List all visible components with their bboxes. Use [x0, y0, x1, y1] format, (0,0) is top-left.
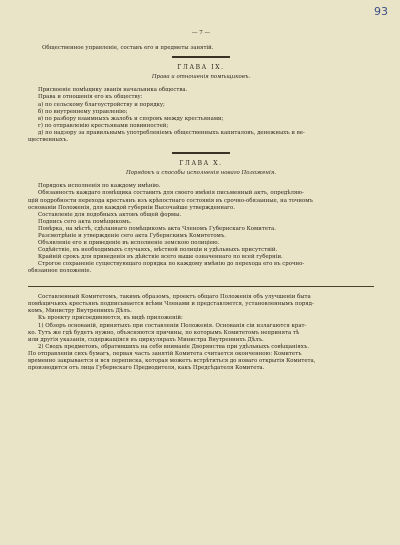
paragraph-line: комъ, Министру Внутреннихъ Дѣлъ. [28, 308, 132, 315]
handwritten-folio-number: 93 [374, 5, 388, 18]
ornament-divider [28, 56, 374, 58]
paragraph-line: 2) Сводъ предметовъ, обратившихъ на себя вниманіе Дворянства при удѣльныхъ совѣщаніяхъ. [38, 343, 309, 350]
list-item: Присвоеніе помѣщику званія начальника общества. [38, 87, 188, 94]
list-item: Разсмотрѣніе и утвержденіе сего акта Губернскимъ Комитетомъ. [38, 232, 226, 239]
paragraph-line: По отправленіи сихъ бумагъ, первая часть занятій Комитета считается оконченною: Комитетъ [28, 350, 302, 357]
chapter10-title: ГЛАВА X. [179, 160, 223, 168]
list-item: д) по надзору за правильнымъ употребленіемъ общественныхъ капиталовъ, денежныхъ и ве- [38, 129, 305, 136]
list-item: Строгое сохраненіе существующаго порядка по каждому имѣнію до перехода его въ срочно- [38, 261, 305, 268]
page-number: — 7 — [191, 30, 211, 36]
list-item: обязанное положеніе. [28, 268, 92, 275]
top-heading: Общественное управленіе, составъ его и предметы занятій. [42, 45, 214, 52]
chapter10-caption: Порядокъ и способы исполненія новаго Положенія. [125, 170, 276, 177]
chapter9-title: ГЛАВА IX. [177, 64, 225, 72]
paragraph-line: или другія указанія, содержащіяся въ циркулярахъ Министра Внутреннихъ Дѣлъ. [28, 336, 264, 343]
list-item: основаніи Положенія, для каждой губерніи Высочайше утвержденнаго. [28, 204, 235, 211]
list-item: г) по отправленію крестьянами повинностей; [38, 122, 169, 129]
list-item: Составленіе для подобныхъ актовъ общей формы. [38, 211, 182, 218]
list-item: Объявленіе его и приведеніе въ исполненіе земскою полиціею. [38, 240, 220, 247]
list-item: Права и отношенія его къ обществу: [38, 94, 143, 101]
list-item: щественныхъ. [28, 137, 69, 144]
section-rule [28, 286, 374, 287]
list-item: Содѣйствіе, въ необходимыхъ случаяхъ, мѣстной полиціи и удѣльныхъ присутствій. [38, 247, 278, 254]
paragraph-line: ко. Тутъ же гдѣ будетъ нужно, объясняются причины, по которымъ Комитетомъ непринята тѣ [28, 329, 300, 336]
chapter10-list [28, 183, 374, 275]
paragraph-line: помѣщичьихъ крестьянъ подписывается всѣми Членами и представляется, установленнымъ поряд- [28, 301, 314, 308]
list-item: щій подробности перехода крестьянъ изъ крѣпостнаго состоянія въ срочно-обязанные, на точномъ [28, 197, 313, 204]
paragraph-line: Къ проекту присоединяются, въ видѣ приложеній: [38, 315, 183, 322]
list-item: в) по разбору взаимныхъ жалобъ и споровъ между крестьянами; [38, 115, 224, 122]
paragraph-line: производится отъ лица Губернскаго Предводителя, какъ Предсѣдателя Комитета. [28, 365, 265, 372]
paragraph-line: временно закрывается и вся переписка, которая можетъ встрѣтиться до новаго открытія Комитета, [28, 357, 316, 364]
list-item: Обязанность каждаго помѣщика составить для своего имѣнія письменный актъ, опредѣляю- [38, 190, 304, 197]
chapter9-caption: Права и отношенія помѣщиковъ. [151, 74, 251, 81]
chapter9-list [28, 87, 374, 144]
list-item: а) по сельскому благоустройству и порядку; [38, 101, 165, 108]
list-item: Повѣрка, на мѣстѣ, сдѣланнаго помѣщикомъ акта Членомъ Губернскаго Комитета. [38, 225, 276, 232]
list-item: Крайній срокъ для приведенія въ дѣйствіе всего выше означеннаго по всей губерніи. [38, 254, 283, 261]
paragraph-line: 1) Обзоръ основаній, принятыхъ при составленіи Положенія. Основанія сіи излагаются крат- [38, 322, 307, 329]
ornament-divider [28, 152, 374, 154]
paragraph-line: Составленный Комитетомъ, такимъ образомъ, проектъ общаго Положенія объ улучшеніи быта [38, 294, 311, 301]
list-item: Подпись сего акта помѣщикомъ. [38, 218, 132, 225]
list-item: Порядокъ исполненія по каждому имѣнію. [38, 183, 161, 190]
closing-text [28, 294, 374, 372]
list-item: б) по внутреннему управленію; [38, 108, 128, 115]
